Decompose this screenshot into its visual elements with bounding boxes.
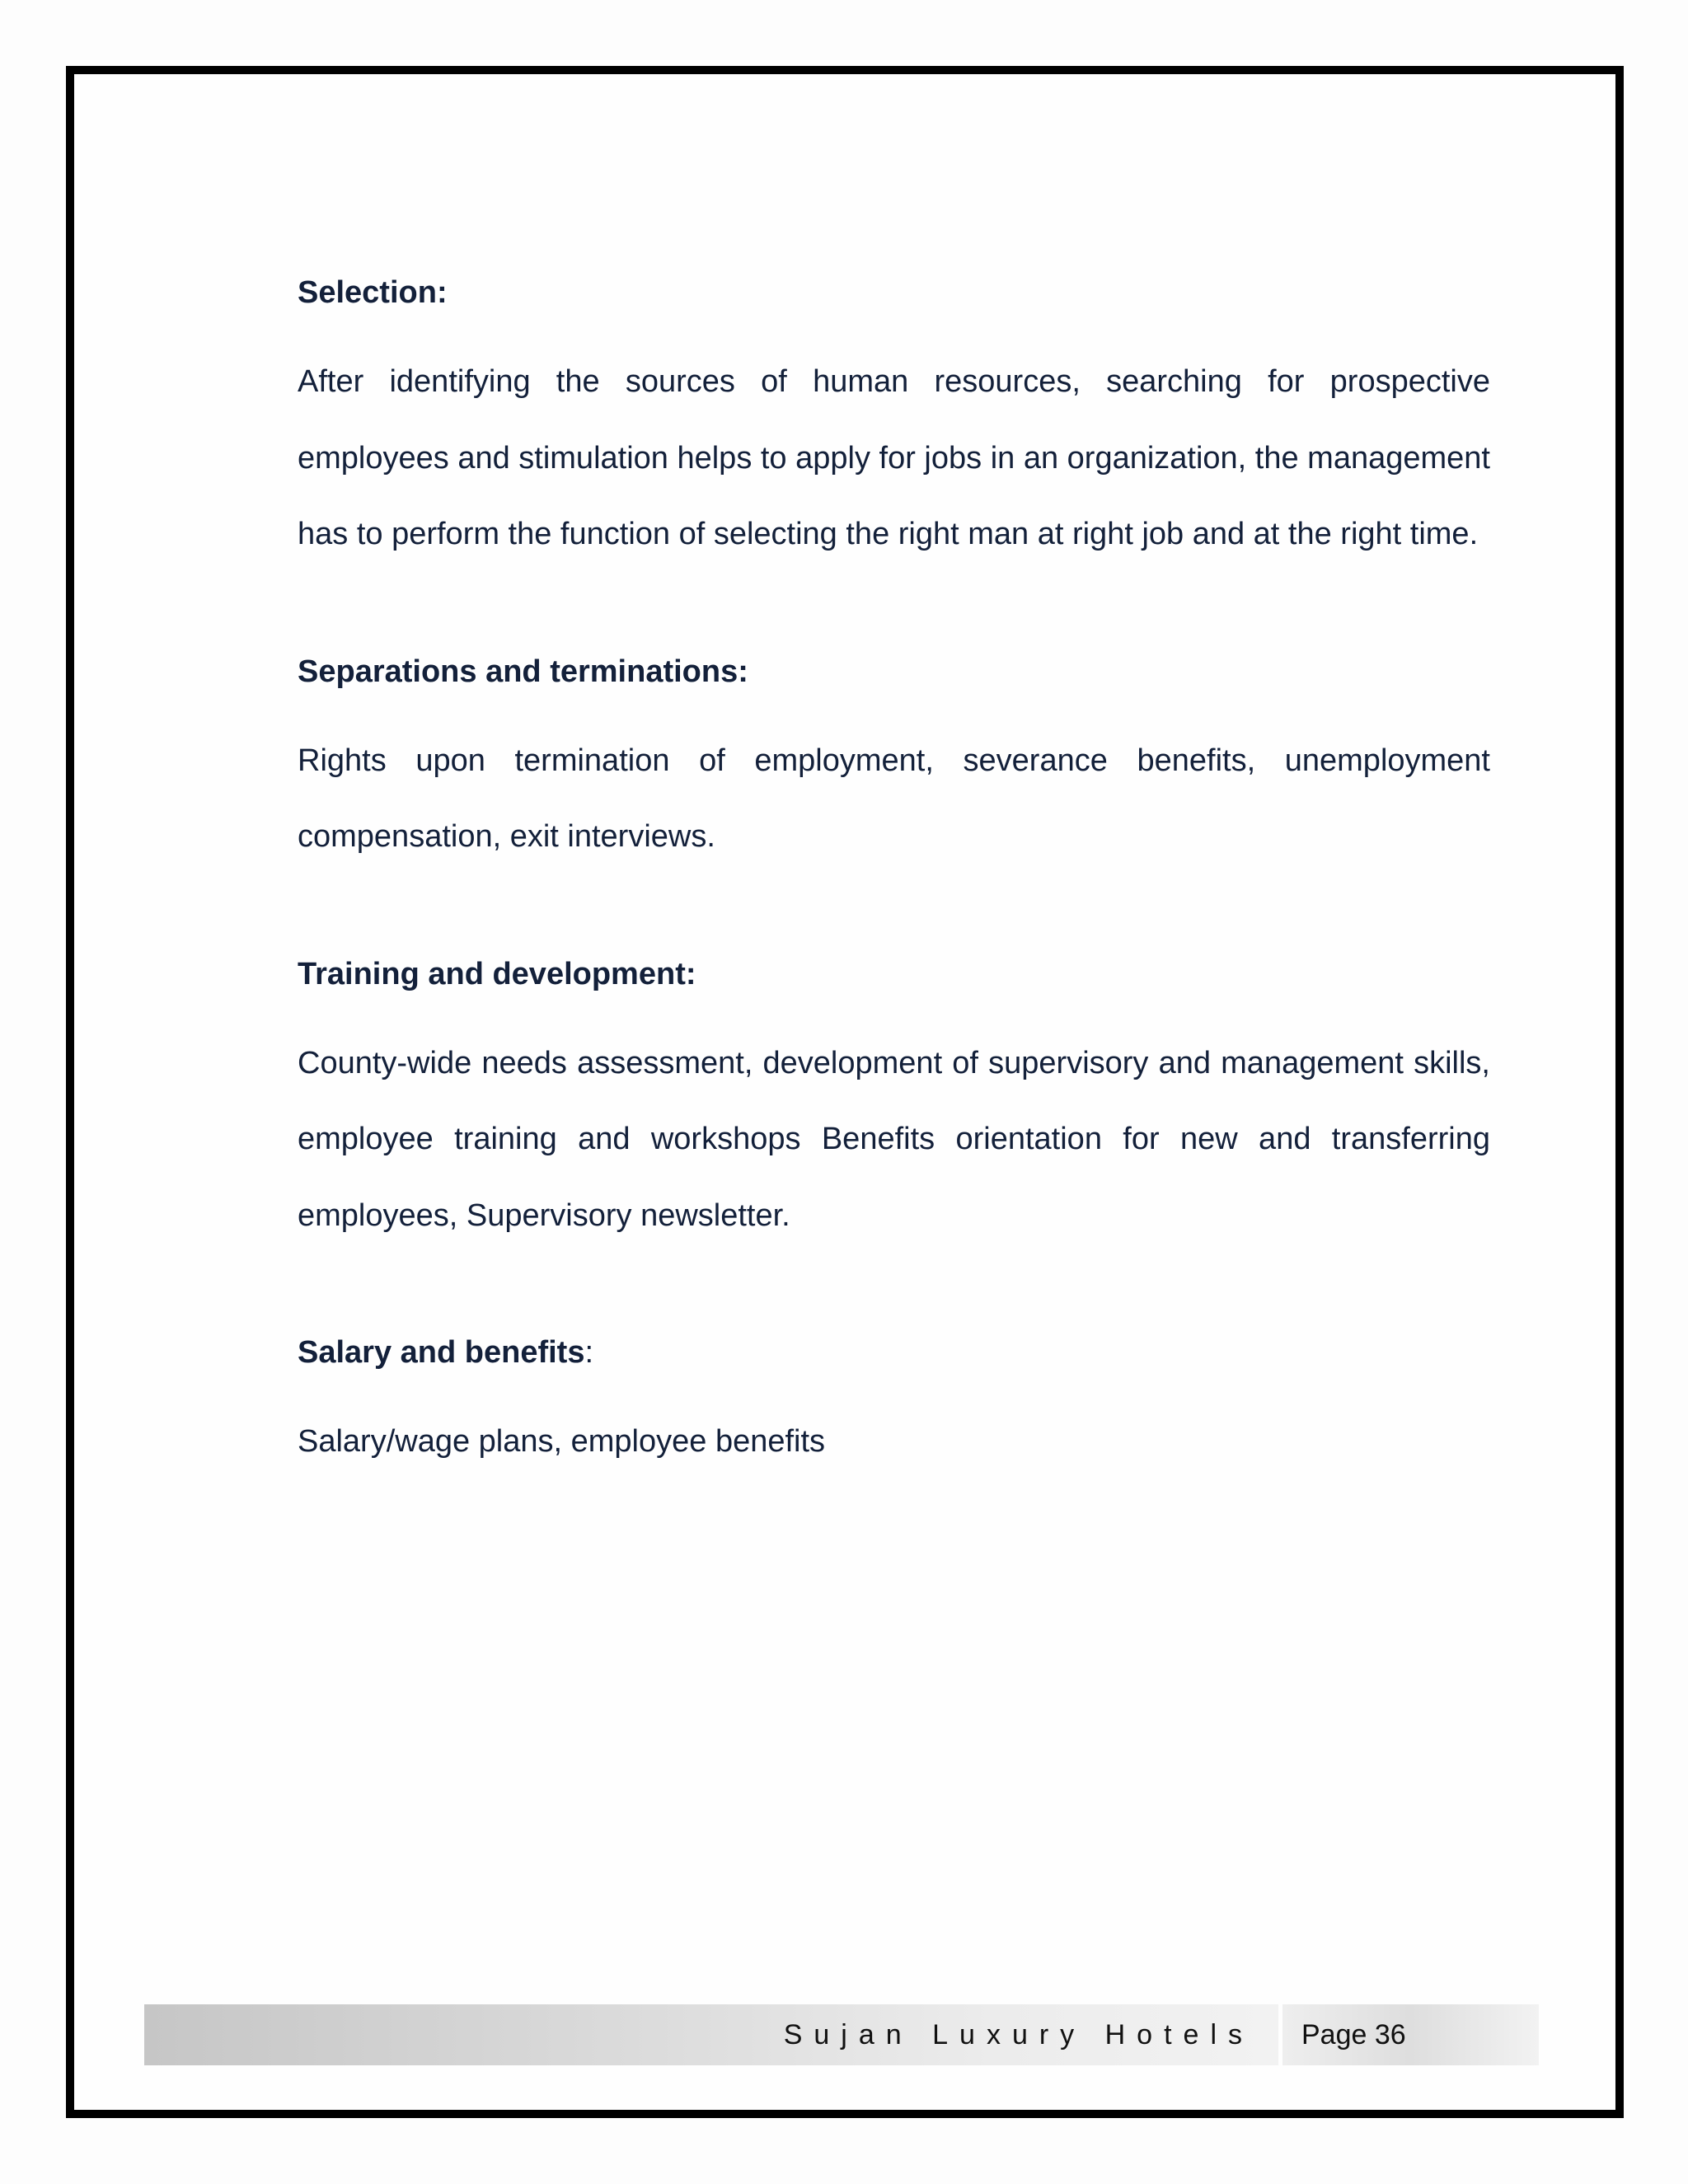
section-heading — [298, 268, 1490, 317]
section-body: Rights upon termination of employment, severance benefits, unemployment compensation, exit interviews. — [298, 743, 1490, 854]
section-separations — [298, 647, 1490, 875]
heading-text: Salary and benefits — [298, 1335, 585, 1370]
section-body: After identifying the sources of human resources, searching for prospective employees and stimulation helps to apply for jobs in an organization, the management has to perform the function of selecting the right man at right job and at the right time. — [298, 364, 1490, 551]
section-selection — [298, 268, 1490, 573]
heading-text: Training and development: — [298, 956, 696, 991]
section-heading — [298, 1328, 1490, 1377]
page-footer — [144, 2004, 1539, 2065]
heading-text: Selection: — [298, 275, 448, 310]
section-salary — [298, 1328, 1490, 1480]
section-heading — [298, 647, 1490, 696]
heading-text: Separations and terminations: — [298, 654, 748, 689]
heading-suffix: : — [584, 1335, 594, 1370]
footer-title: Sujan Luxury Hotels — [783, 2019, 1254, 2050]
footer-title-bar — [144, 2004, 1278, 2065]
section-training — [298, 949, 1490, 1254]
section-body: Salary/wage plans, employee benefits — [298, 1424, 826, 1459]
section-heading — [298, 949, 1490, 999]
section-body: County-wide needs assessment, development of supervisory and management skills, employee training and workshops Benefits orientation for new and transferring employees, Supervisory newsletter. — [298, 1045, 1490, 1233]
footer-page-box — [1282, 2004, 1539, 2065]
page-content — [298, 268, 1490, 1554]
page-number: Page 36 — [1301, 2019, 1406, 2050]
